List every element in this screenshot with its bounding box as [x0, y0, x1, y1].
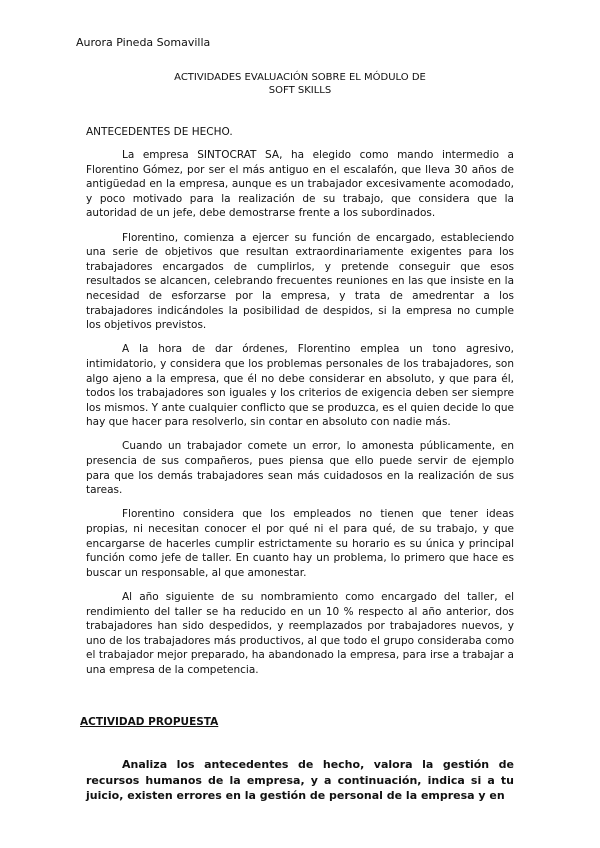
paragraph-5: Florentino considera que los empleados no tienen que tener ideas propias, ni necesitan conocer el por qué ni el para qué, de su trabajo, y que encargarse de hacerles cumplir estrictamente su horario es su única y principal función como jefe de taller. En cuanto hay un problema, lo primero que hace es buscar un responsable, al que amonestar.: [86, 508, 514, 579]
title-line-1: ACTIVIDADES EVALUACIÓN SOBRE EL MÓDULO DE: [174, 72, 426, 83]
title-line-2: SOFT SKILLS: [268, 85, 332, 96]
author-name: Aurora Pineda Somavilla: [76, 36, 211, 49]
activity-heading: ACTIVIDAD PROPUESTA: [80, 716, 219, 728]
paragraph-2: Florentino, comienza a ejercer su función de encargado, estableciendo una serie de objetivos que resultan extraordinariamente exigentes para los trabajadores encargados de cumplirlos, y pretende conseguir que esos resultados se alcancen, celebrando frecuentes reuniones en las que insiste en la necesidad de esforzarse por la empresa, y trata de amedrentar a los trabajadores indicándoles la posibilidad de despidos, si la empresa no cumple los objetivos previstos.: [86, 231, 514, 332]
paragraph-4: Cuando un trabajador comete un error, lo amonesta públicamente, en presencia de sus compañeros, pues piensa que ello puede servir de ejemplo para que los demás trabajadores sean más cuidadosos en la realización de sus tareas.: [86, 440, 514, 497]
paragraph-3: A la hora de dar órdenes, Florentino emplea un tono agresivo, intimidatorio, y considera que los problemas personales de los trabajadores, son algo ajeno a la empresa, que él no debe considerar en absoluto, y que para él, todos los trabajadores son iguales y los criterios de exigencia deben ser siempre los mismos. Y ante cualquier conflicto que se produzca, es el quien decide lo que hay que hacer para resolverlo, sin contar en absoluto con nadie más.: [86, 343, 514, 429]
body-text: [86, 148, 514, 687]
paragraph-1: La empresa SINTOCRAT SA, ha elegido como mando intermedio a Florentino Gómez, por ser el más antiguo en el escalafón, que lleva 30 años de antigüedad en la empresa, aunque es un trabajador excesivamente acomodado, y poco motivado para la realización de su trabajo, que considera que la autoridad de un jefe, debe demostrarse frente a los subordinados.: [86, 149, 514, 220]
activity-text: Analiza los antecedentes de hecho, valora la gestión de recursos humanos de la empresa, y a continuación, indica si a tu juicio, existen errores en la gestión de personal de la empresa y en: [86, 758, 514, 802]
document-title: [100, 71, 500, 97]
paragraph-6: Al año siguiente de su nombramiento como encargado del taller, el rendimiento del taller se ha reducido en un 10 % respecto al año anterior, dos trabajadores han sido despedidos, y reemplazados por trabajadores nuevos, y uno de los trabajadores más productivos, al que todo el grupo consideraba como el trabajador mejor preparado, ha abandonado la empresa, para irse a trabajar a una empresa de la competencia.: [86, 591, 514, 676]
section-heading-antecedentes: ANTECEDENTES DE HECHO.: [86, 126, 233, 138]
